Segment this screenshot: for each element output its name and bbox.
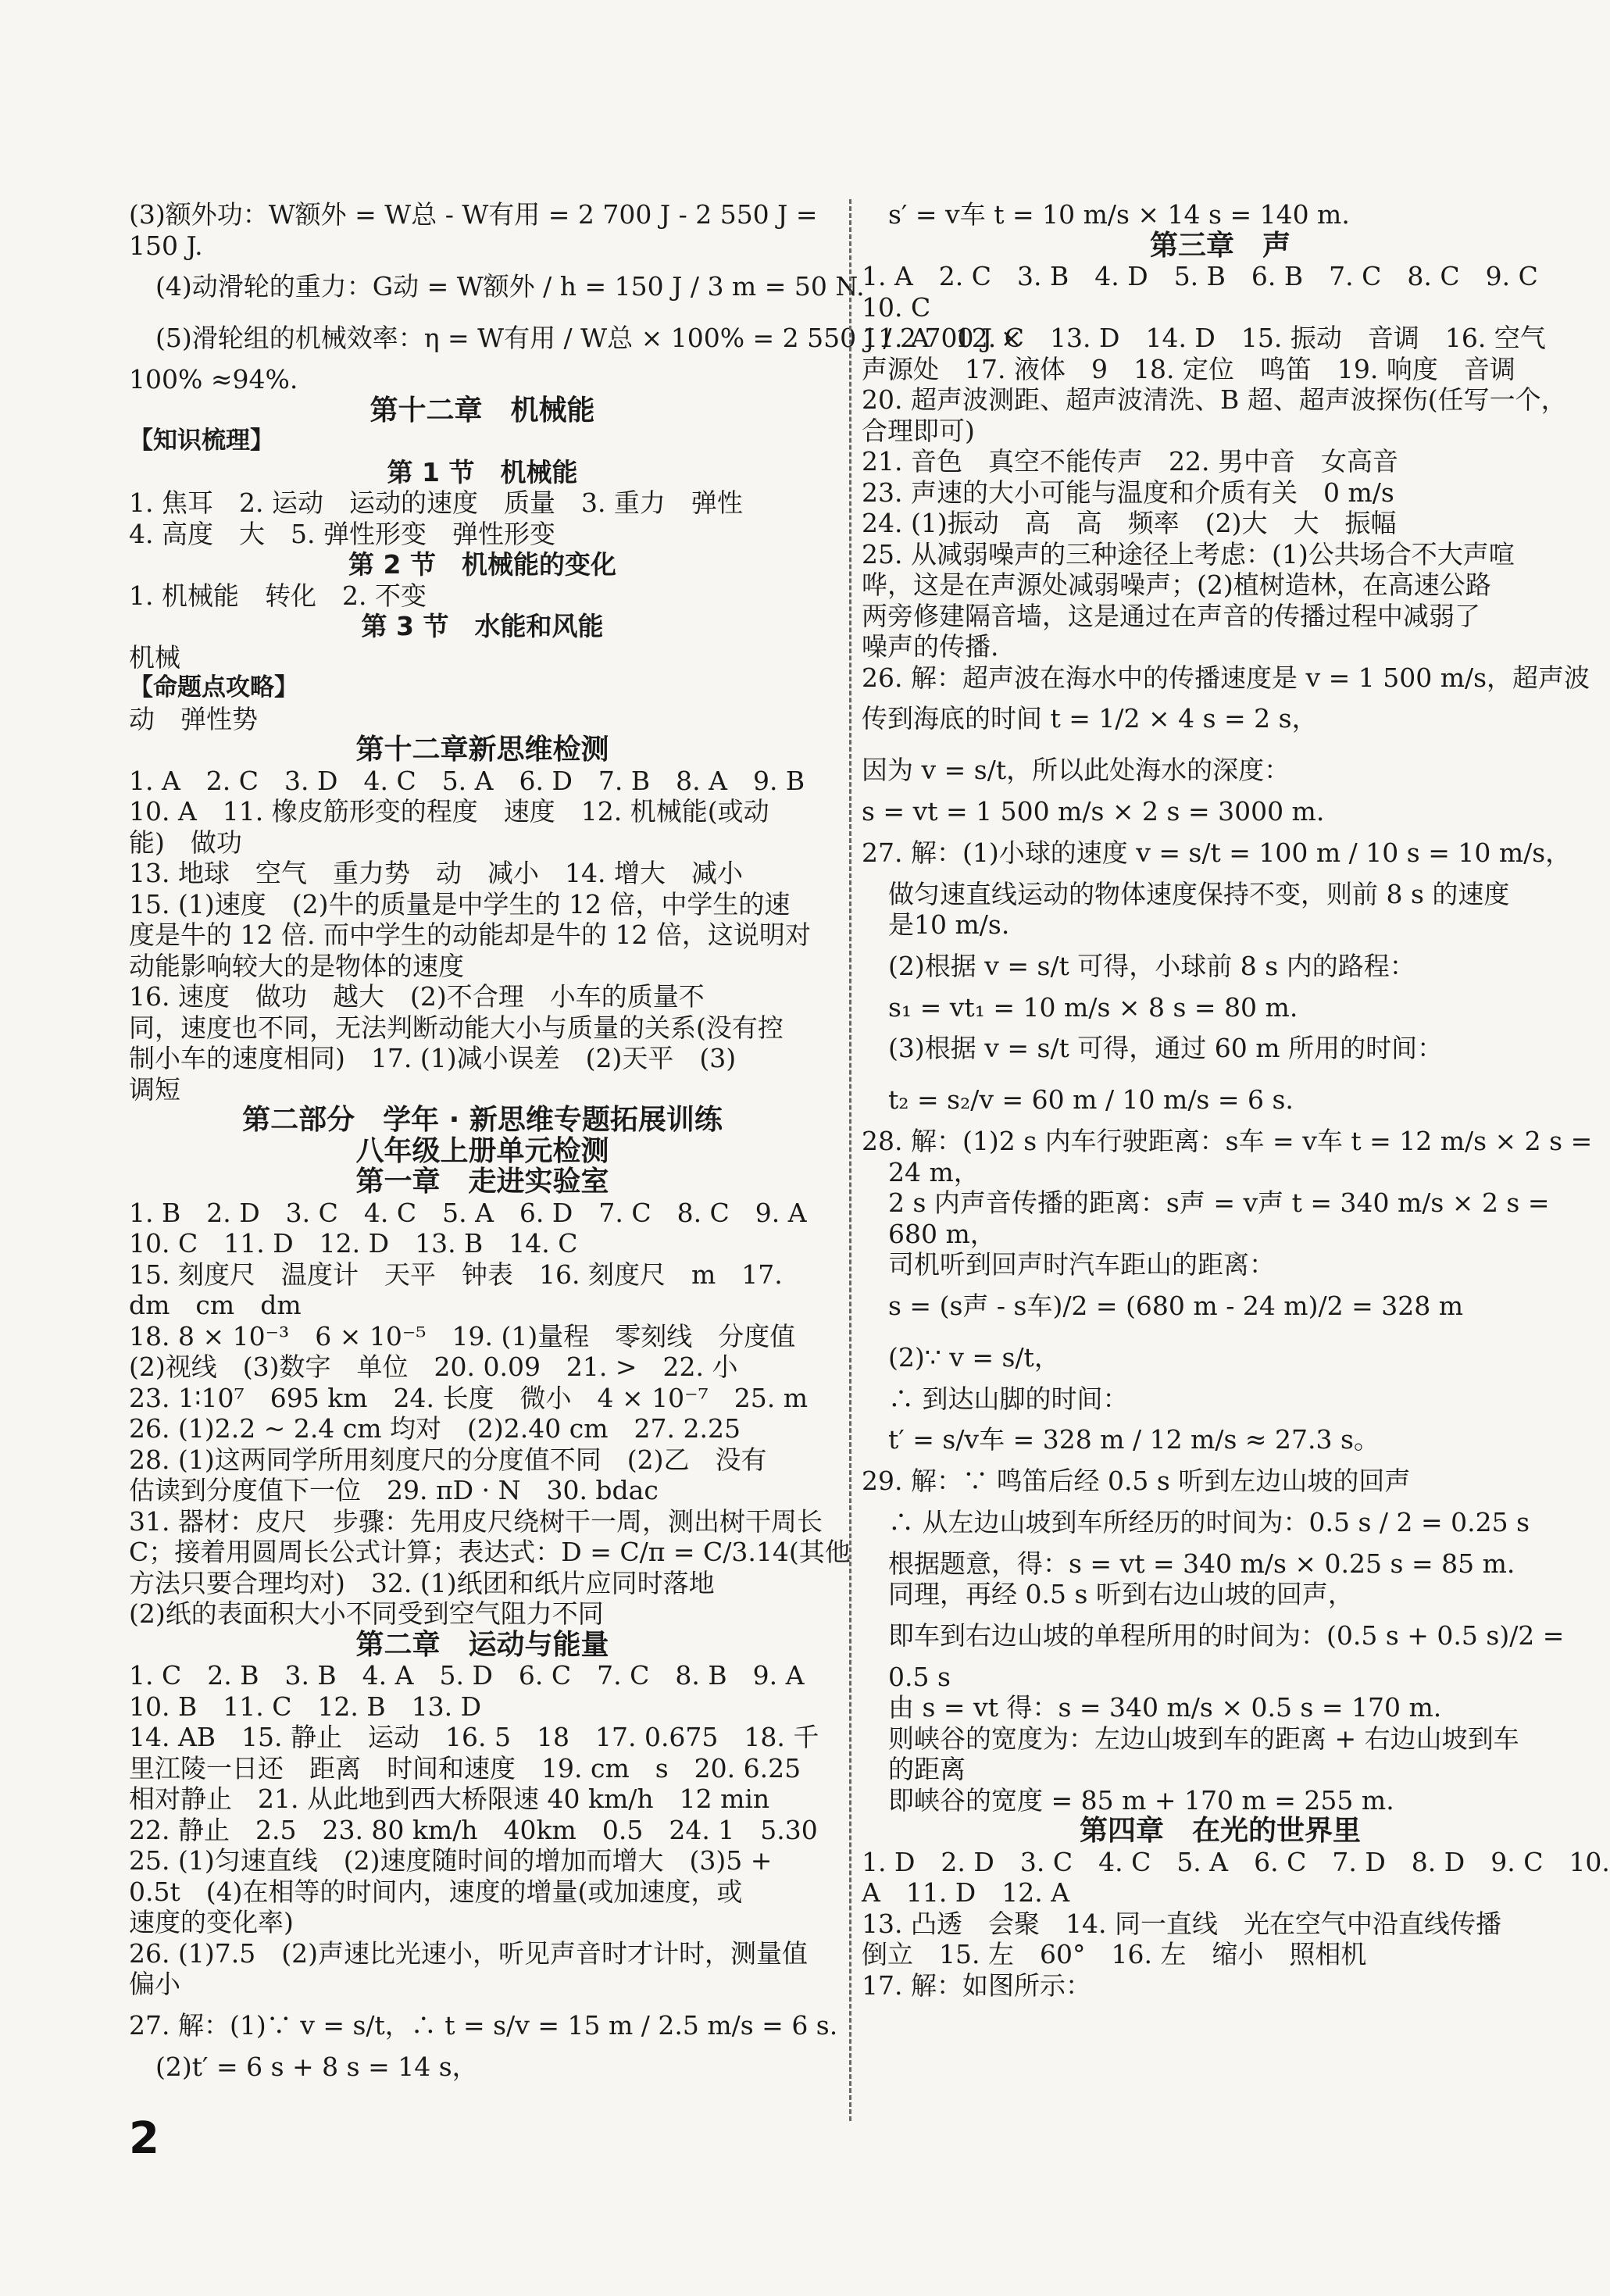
- text-line: 25. 从减弱噪声的三种途径上考虑：(1)公共场合不大声喧: [862, 538, 1515, 570]
- text-line: 23. 1∶10⁷ 695 km 24. 长度 微小 4 × 10⁻⁷ 25. m: [129, 1382, 809, 1413]
- text-line: s₁ = vt₁ = 10 m/s × 8 s = 80 m.: [888, 991, 1298, 1023]
- text-line: 24. (1)振动 高 高 频率 (2)大 大 振幅: [862, 508, 1397, 538]
- text-line: 1. B 2. D 3. C 4. C 5. A 6. D 7. C 8. C 9. A: [129, 1197, 807, 1228]
- text-line: t₂ = s₂/v = 60 m / 10 m/s = 6 s.: [888, 1084, 1294, 1115]
- text-line: 17. 解：如图所示：: [862, 1969, 1091, 2001]
- text-line: 0.5 s: [888, 1661, 951, 1692]
- text-line: 150 J.: [129, 230, 203, 261]
- text-line: (2)纸的表面积大小不同受到空气阻力不同: [129, 1598, 604, 1629]
- text-line: 1. 机械能 转化 2. 不变: [129, 580, 427, 611]
- text-line: 10. C 11. D 12. D 13. B 14. C: [129, 1228, 578, 1259]
- text-line: 机械: [129, 641, 180, 673]
- section-heading: 第二章 运动与能量: [355, 1628, 609, 1661]
- text-line: (3)额外功：W额外 = W总 - W有用 = 2 700 J - 2 550 J =: [129, 199, 818, 230]
- text-line: 27. 解：(1)∵ v = s/t，∴ t = s/v = 15 m / 2.5 m/s = 6 s.: [129, 2009, 838, 2041]
- text-line: 度是牛的 12 倍. 而中学生的动能却是牛的 12 倍，这说明对: [129, 919, 811, 950]
- text-line: 能) 做功: [129, 827, 242, 858]
- text-line: 27. 解：(1)小球的速度 v = s/t = 100 m / 10 s = 10 m/s，: [862, 837, 1572, 868]
- text-line: (3)根据 v = s/t 可得，通过 60 m 所用的时间：: [888, 1033, 1444, 1063]
- text-line: 估读到分度值下一位 29. πD · N 30. bdac: [129, 1475, 659, 1505]
- text-line: ∴ 从左边山坡到车所经历的时间为：0.5 s / 2 = 0.25 s: [888, 1506, 1530, 1537]
- text-line: 方法只要合理均对) 32. (1)纸团和纸片应同时落地: [129, 1567, 715, 1598]
- text-line: 做匀速直线运动的物体速度保持不变，则前 8 s 的速度: [888, 878, 1510, 909]
- text-line: 22. 静止 2.5 23. 80 km/h 40km 0.5 24. 1 5.30: [129, 1814, 818, 1845]
- text-line: 则峡谷的宽度为：左边山坡到车的距离 + 右边山坡到车: [888, 1723, 1519, 1754]
- section-heading: 第三章 声: [1149, 229, 1290, 262]
- right-column: [862, 199, 1610, 2001]
- text-line: 23. 声速的大小可能与温度和介质有关 0 m/s: [862, 477, 1394, 508]
- text-line: 1. C 2. B 3. B 4. A 5. D 6. C 7. C 8. B 9. A: [129, 1660, 805, 1691]
- text-line: 18. 8 × 10⁻³ 6 × 10⁻⁵ 19. (1)量程 零刻线 分度值: [129, 1320, 796, 1352]
- section-tag: 【命题点攻略】: [129, 673, 298, 702]
- text-line: (2)根据 v = s/t 可得，小球前 8 s 内的路程：: [888, 950, 1415, 981]
- text-line: 16. 速度 做功 越大 (2)不合理 小车的质量不: [129, 981, 705, 1012]
- text-line: 同，速度也不同，无法判断动能大小与质量的关系(没有控: [129, 1012, 784, 1043]
- text-line: 即车到右边山坡的单程所用的时间为：(0.5 s + 0.5 s)/2 =: [888, 1619, 1565, 1651]
- text-line: 2 s 内声音传播的距离：s声 = v声 t = 340 m/s × 2 s =: [888, 1187, 1550, 1218]
- text-line: 4. 高度 大 5. 弹性形变 弹性形变: [129, 518, 555, 549]
- text-line: 偏小: [129, 1969, 180, 1999]
- section-heading: 第 3 节 水能和风能: [361, 611, 604, 641]
- section-heading: 八年级上册单元检测: [355, 1134, 609, 1167]
- text-line: 21. 音色 真空不能传声 22. 男中音 女高音: [862, 446, 1398, 477]
- text-line: 动 弹性势: [129, 703, 258, 734]
- text-line: 传到海底的时间 t = 1/2 × 4 s = 2 s，: [862, 703, 1318, 734]
- text-line: 1. 焦耳 2. 运动 运动的速度 质量 3. 重力 弹性: [129, 487, 743, 518]
- text-line: 100% ≈94%.: [129, 364, 298, 395]
- text-line: 即峡谷的宽度 = 85 m + 170 m = 255 m.: [888, 1784, 1394, 1816]
- text-line: 是10 m/s.: [888, 909, 1010, 940]
- text-line: ∴ 到达山脚的时间：: [888, 1383, 1129, 1414]
- page-number: 2: [129, 2113, 159, 2164]
- text-line: A 11. D 12. A: [862, 1877, 1070, 1908]
- text-line: 20. 超声波测距、超声波清洗、B 超、超声波探伤(任写一个，: [862, 384, 1567, 415]
- text-line: 由 s = vt 得：s = 340 m/s × 0.5 s = 170 m.: [888, 1692, 1442, 1723]
- text-line: 13. 凸透 会聚 14. 同一直线 光在空气中沿直线传播: [862, 1908, 1501, 1939]
- text-line: 31. 器材：皮尺 步骤：先用皮尺绕树干一周，测出树干周长: [129, 1505, 823, 1537]
- text-line: 15. (1)速度 (2)牛的质量是中学生的 12 倍，中学生的速: [129, 888, 791, 919]
- section-heading: 第四章 在光的世界里: [1079, 1815, 1361, 1847]
- text-line: 1. D 2. D 3. C 4. C 5. A 6. C 7. D 8. D 9. C 10.: [862, 1846, 1610, 1877]
- text-line: 调短: [129, 1073, 180, 1105]
- text-line: 哗，这是在声源处减弱噪声；(2)植树造林，在高速公路: [862, 570, 1491, 600]
- text-line: 24 m，: [888, 1156, 980, 1187]
- text-line: 噪声的传播.: [862, 631, 999, 662]
- text-line: 14. AB 15. 静止 运动 16. 5 18 17. 0.675 18. 千: [129, 1722, 819, 1752]
- text-line: (5)滑轮组的机械效率：η = W有用 / W总 × 100% = 2 550 J / 2 700 J ×: [155, 323, 1023, 353]
- text-line: 因为 v = s/t，所以此处海水的深度：: [862, 755, 1290, 785]
- text-line: 13. 地球 空气 重力势 动 减小 14. 增大 减小: [129, 858, 743, 888]
- text-line: 声源处 17. 液体 9 18. 定位 鸣笛 19. 响度 音调: [862, 353, 1515, 384]
- text-line: 动能影响较大的是物体的速度: [129, 950, 464, 981]
- text-line: 10. C: [862, 291, 931, 323]
- section-heading: 第二部分 学年 · 新思维专题拓展训练: [242, 1104, 723, 1136]
- text-line: 速度的变化率): [129, 1907, 294, 1937]
- section-heading: 第十二章 机械能: [369, 394, 595, 427]
- text-line: 合理即可): [862, 415, 975, 446]
- text-line: 29. 解：∵ 鸣笛后经 0.5 s 听到左边山坡的回声: [862, 1466, 1411, 1496]
- text-line: 10. B 11. C 12. B 13. D: [129, 1691, 482, 1722]
- text-line: 1. A 2. C 3. D 4. C 5. A 6. D 7. B 8. A 9. B: [129, 765, 805, 796]
- text-line: 680 m，: [888, 1218, 996, 1249]
- text-line: 0.5t (4)在相等的时间内，速度的增量(或加速度，或: [129, 1876, 743, 1907]
- text-line: 的距离: [888, 1754, 966, 1784]
- text-line: 28. 解：(1)2 s 内车行驶距离：s车 = v车 t = 12 m/s × 2 s =: [862, 1126, 1593, 1156]
- text-line: 里江陵一日还 距离 时间和速度 19. cm s 20. 6.25: [129, 1752, 801, 1784]
- text-line: s′ = v车 t = 10 m/s × 14 s = 140 m.: [888, 199, 1350, 230]
- text-line: (2)t′ = 6 s + 8 s = 14 s，: [155, 2051, 478, 2082]
- text-line: 司机听到回声时汽车距山的距离：: [888, 1249, 1275, 1280]
- text-line: t′ = s/v车 = 328 m / 12 m/s ≈ 27.3 s。: [888, 1424, 1380, 1455]
- text-line: 28. (1)这两同学所用刻度尺的分度值不同 (2)乙 没有: [129, 1444, 767, 1475]
- text-line: (4)动滑轮的重力：G动 = W额外 / h = 150 J / 3 m = 50 N.: [155, 271, 865, 302]
- section-heading: 第 1 节 机械能: [387, 456, 578, 487]
- column-divider: [849, 199, 851, 2121]
- text-line: 26. 解：超声波在海水中的传播速度是 v = 1 500 m/s，超声波: [862, 662, 1590, 693]
- text-line: 26. (1)2.2 ~ 2.4 cm 均对 (2)2.40 cm 27. 2.25: [129, 1413, 741, 1444]
- text-line: 15. 刻度尺 温度计 天平 钟表 16. 刻度尺 m 17.: [129, 1259, 783, 1290]
- text-line: 1. A 2. C 3. B 4. D 5. B 6. B 7. C 8. C 9. C: [862, 261, 1538, 291]
- text-line: s = vt = 1 500 m/s × 2 s = 3000 m.: [862, 796, 1325, 827]
- section-tag: 【知识梳理】: [129, 427, 274, 455]
- text-line: 制小车的速度相同) 17. (1)减小误差 (2)天平 (3): [129, 1043, 737, 1073]
- text-line: 相对静止 21. 从此地到西大桥限速 40 km/h 12 min: [129, 1784, 770, 1814]
- section-heading: 第十二章新思维检测: [355, 734, 609, 766]
- text-line: 26. (1)7.5 (2)声速比光速小，听见声音时才计时，测量值: [129, 1937, 808, 1969]
- section-heading: 第 2 节 机械能的变化: [348, 549, 616, 580]
- text-line: 根据题意，得：s = vt = 340 m/s × 0.25 s = 85 m.: [888, 1548, 1515, 1579]
- text-line: 11. A 12. C 13. D 14. D 15. 振动 音调 16. 空气: [862, 323, 1546, 353]
- text-line: dm cm dm: [129, 1290, 302, 1320]
- text-line: 10. A 11. 橡皮筋形变的程度 速度 12. 机械能(或动: [129, 796, 769, 827]
- section-heading: 第一章 走进实验室: [355, 1166, 609, 1198]
- text-line: s = (s声 - s车)/2 = (680 m - 24 m)/2 = 328 m: [888, 1290, 1463, 1321]
- text-line: 25. (1)匀速直线 (2)速度随时间的增加而增大 (3)5 +: [129, 1845, 773, 1876]
- text-line: (2)∵ v = s/t，: [888, 1341, 1060, 1373]
- text-line: 两旁修建隔音墙，这是通过在声音的传播过程中减弱了: [862, 600, 1480, 631]
- text-line: 倒立 15. 左 60° 16. 左 缩小 照相机: [862, 1939, 1367, 1969]
- text-line: 同理，再经 0.5 s 听到右边山坡的回声，: [888, 1579, 1354, 1609]
- text-line: (2)视线 (3)数字 单位 20. 0.09 21. > 22. 小: [129, 1352, 738, 1382]
- text-line: C；接着用圆周长公式计算；表达式：D = C/π = C/3.14(其他: [129, 1537, 851, 1567]
